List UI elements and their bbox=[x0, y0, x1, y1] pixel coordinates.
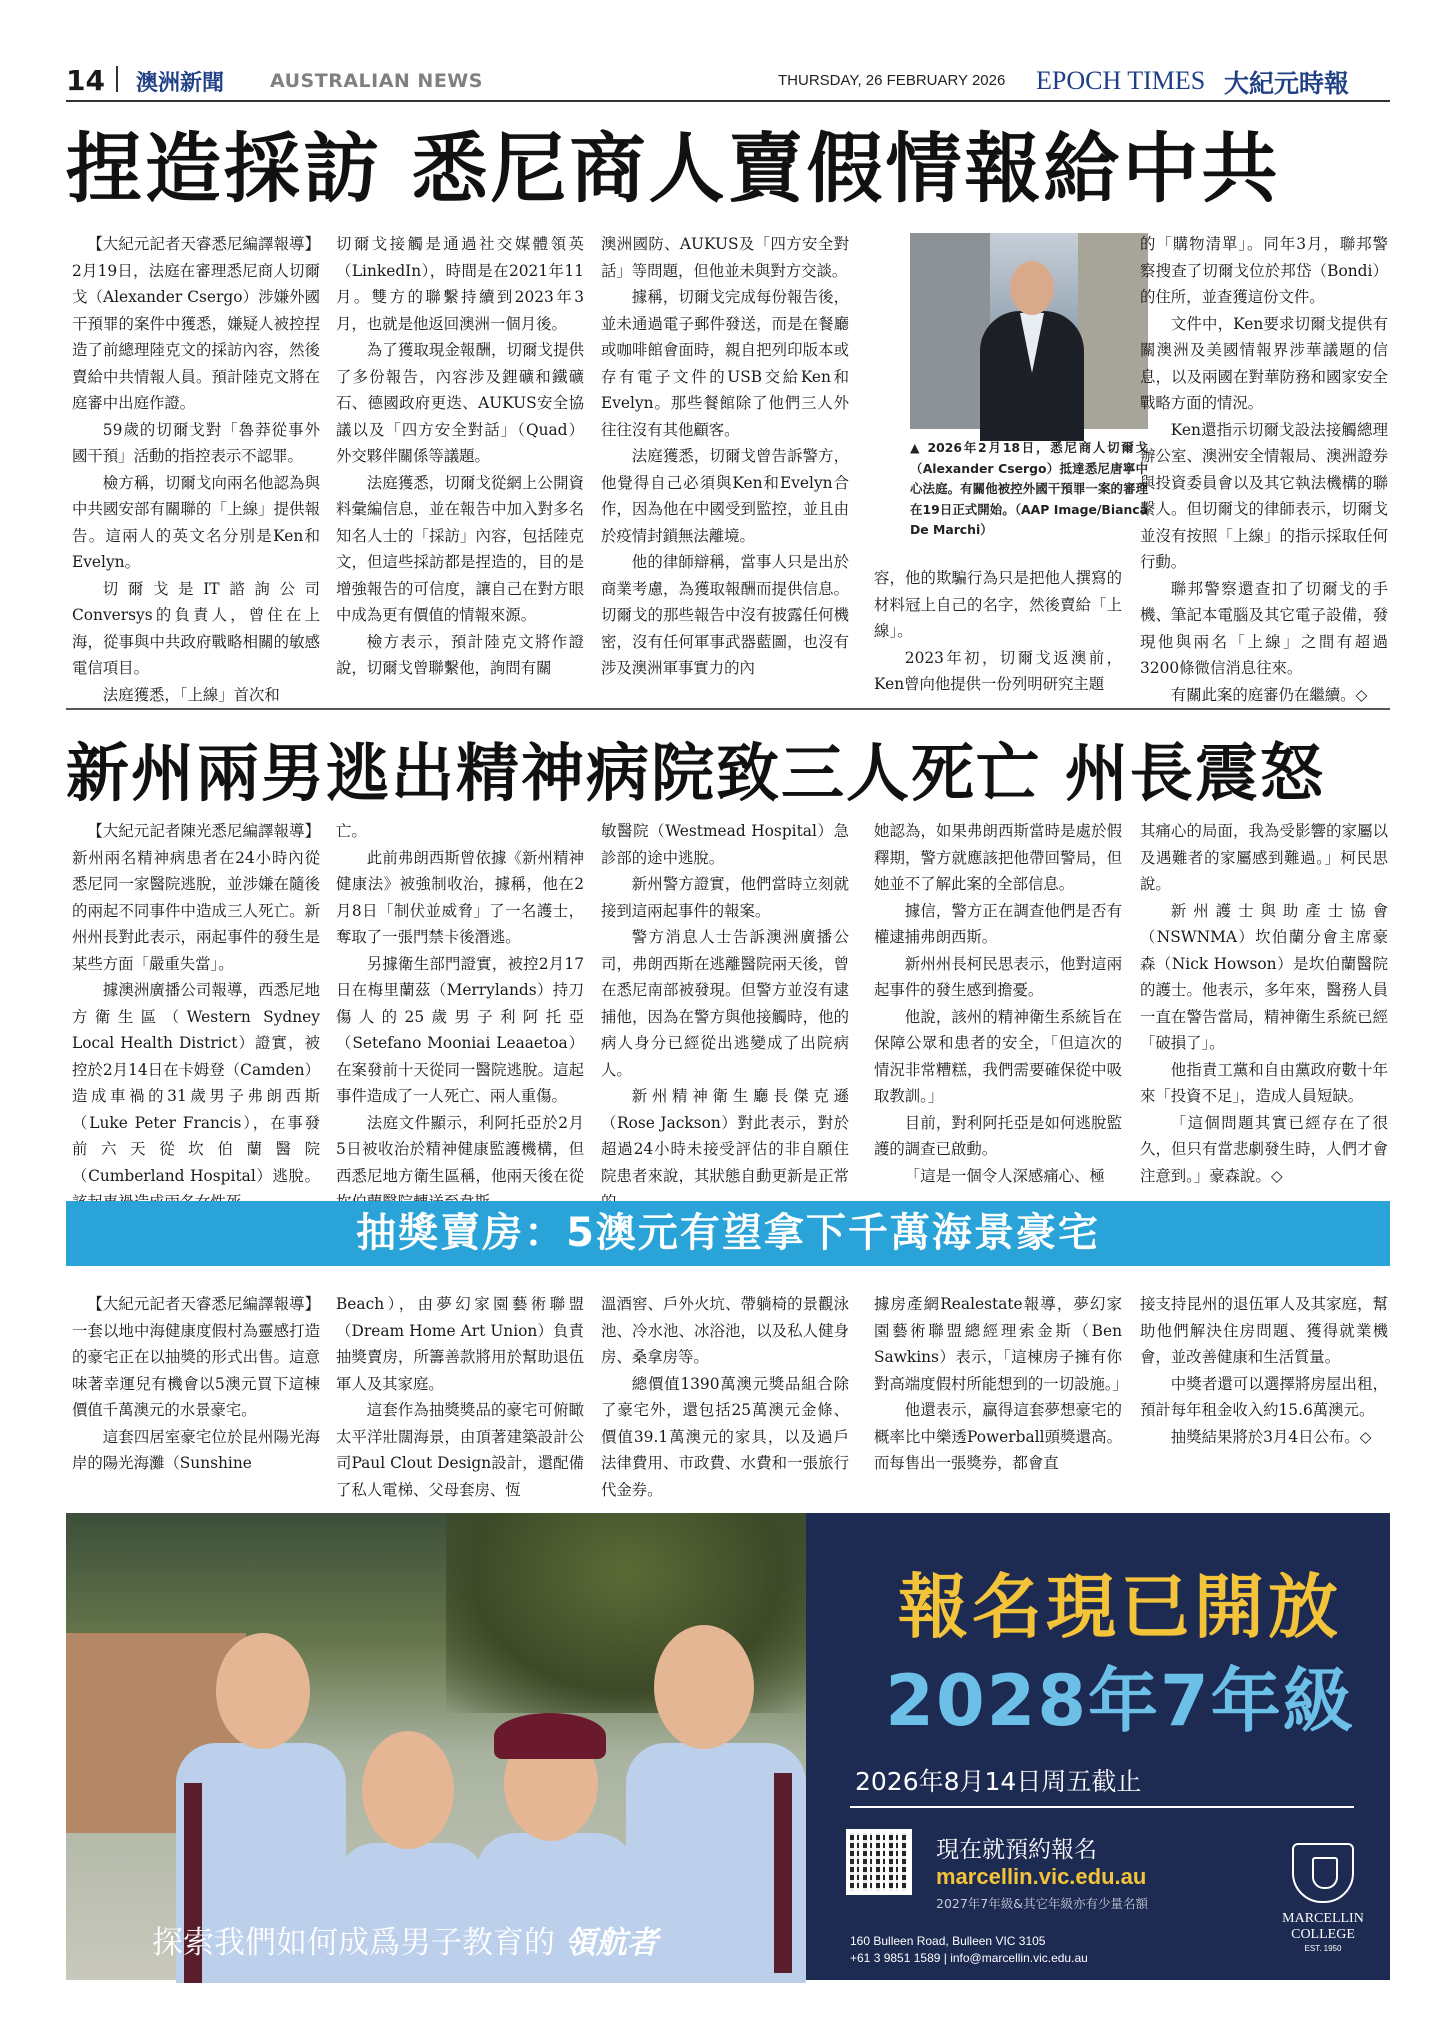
ad-tagline-emphasis: 領航者 bbox=[564, 1925, 658, 1961]
article2-column-4 bbox=[874, 818, 1122, 1190]
article2-column-1 bbox=[72, 818, 320, 1190]
paragraph: 容，他的欺騙行為只是把他人撰寫的材料冠上自己的名字，然後賣給「上線」。 bbox=[874, 569, 1122, 640]
masthead-divider bbox=[116, 66, 118, 92]
paragraph: 此前弗朗西斯曾依據《新州精神健康法》被強制收治，據稱，他在2月8日「制伏並威脅」了一名護士，奪取了一張門禁卡後潛逃。 bbox=[336, 848, 584, 946]
photo-building-right bbox=[1078, 233, 1148, 429]
page-number: 14 bbox=[66, 64, 105, 97]
paragraph: 法庭獲悉，「上線」首次和 bbox=[102, 685, 280, 704]
article2-column-2 bbox=[336, 818, 584, 1190]
paragraph: 新州警方證實，他們當時立刻就接到這兩起事件的報案。 bbox=[601, 875, 849, 920]
paragraph: 文件中，Ken要求切爾戈提供有關澳洲及美國情報界涉華議題的信息，以及兩國在對華防務和國家安全戰略方面的情況。 bbox=[1140, 314, 1388, 412]
article1-column-4 bbox=[874, 565, 1122, 697]
paragraph: 澳洲國防、AUKUS及「四方安全對話」等問題，但他並未與對方交談。 bbox=[601, 235, 849, 280]
article2-column-5 bbox=[1140, 818, 1388, 1190]
paragraph: Beach），由夢幻家園藝術聯盟（Dream Home Art Union）負責抽獎賣房，所籌善款將用於幫助退伍軍人及其家庭。 bbox=[336, 1295, 584, 1393]
school-advertisement[interactable] bbox=[66, 1513, 1390, 1980]
ad-tagline-prefix: 探索我們如何成爲男子教育的 bbox=[152, 1925, 555, 1961]
article1-column-3 bbox=[601, 231, 849, 697]
paragraph: 切爾戈接觸是通過社交媒體領英（LinkedIn），時間是在2021年11月。雙方的聯繫持續到2023年3月，也就是他返回澳洲一個月後。 bbox=[336, 235, 584, 333]
article1-column-1 bbox=[72, 231, 320, 704]
student-2-head bbox=[362, 1731, 454, 1849]
article3-column-2 bbox=[336, 1291, 584, 1503]
paragraph: 據房產網Realestate報導，夢幻家園藝術聯盟總經理索金斯（Ben Sawkins）表示，「這棟房子擁有你對高端度假村所能想到的一切設施。」 bbox=[874, 1295, 1128, 1393]
paragraph: 法庭獲悉，切爾戈曾告訴警方，他覺得自己必須與Ken和Evelyn合作，因為他在中國受到監控，並且由於疫情封鎖無法離境。 bbox=[601, 447, 849, 545]
student-2-shirt bbox=[336, 1843, 486, 1983]
paragraph: 中獎者還可以選擇將房屋出租，預計每年租金收入約15.6萬澳元。 bbox=[1140, 1374, 1388, 1419]
paragraph: 有關此案的庭審仍在繼續。◇ bbox=[1170, 685, 1368, 704]
ad-photo-students bbox=[66, 1513, 806, 1980]
college-established: EST. 1950 bbox=[1304, 1944, 1342, 1953]
paragraph: 2023年初，切爾戈返澳前，Ken曾向他提供一份列明研究主題 bbox=[874, 648, 1122, 693]
paragraph: 其痛心的局面，我為受影響的家屬以及遇難者的家屬感到難過。」柯民思說。 bbox=[1140, 822, 1388, 893]
brand-logo-zh: 大紀元時報 bbox=[1224, 69, 1350, 98]
paragraph: 據信，警方正在調查他們是否有權逮捕弗朗西斯。 bbox=[874, 901, 1122, 946]
paragraph: 切爾戈是IT諮詢公司Conversys的負責人，曾住在上海，從事與中共政府戰略相關的敏感電信項目。 bbox=[72, 579, 320, 677]
ad-tagline bbox=[152, 1917, 658, 1962]
paragraph: 新州護士與助產士協會（NSWNMA）坎伯蘭分會主席豪森（Nick Howson）是坎伯蘭醫院的護士。他表示，多年來，醫務人員一直在警告當局，精神衛生系統已經「破損了」。 bbox=[1140, 901, 1388, 1052]
college-crest-icon bbox=[1292, 1843, 1354, 1903]
paragraph: 亡。 bbox=[336, 822, 367, 840]
paragraph: 他的律師辯稱，當事人只是出於商業考慮，為獲取報酬而提供信息。切爾戈的那些報告中沒有披露任何機密，沒有任何軍事武器藍圖，也沒有涉及澳洲軍事實力的內 bbox=[601, 553, 849, 677]
student-4-head bbox=[654, 1625, 754, 1749]
paragraph: 【大紀元記者天睿悉尼編譯報導】2月19日，法庭在審理悉尼商人切爾戈（Alexander Csergo）涉嫌外國干預罪的案件中獲悉，嫌疑人被控捏造了前總理陸克文的採訪內容，然後賣給中共情報人員。預計陸克文將在庭審中出庭作證。 bbox=[72, 235, 320, 412]
ad-divider bbox=[850, 1806, 1354, 1808]
paragraph: 目前，對利阿托亞是如何逃脫監護的調查已啟動。 bbox=[874, 1113, 1122, 1158]
qr-code-icon[interactable] bbox=[846, 1829, 912, 1895]
article1-column-5 bbox=[1140, 231, 1388, 704]
paragraph: 她認為，如果弗朗西斯當時是處於假釋期，警方就應該把他帶回警局，但她並不了解此案的全部信息。 bbox=[874, 822, 1122, 893]
paragraph: 總價值1390萬澳元獎品組合除了豪宅外，還包括25萬澳元金條、價值39.1萬澳元的家具，以及過戶法律費用、市政費、水費和一張旅行代金券。 bbox=[601, 1374, 849, 1499]
ad-website-link[interactable]: marcellin.vic.edu.au bbox=[936, 1864, 1147, 1889]
paragraph: 的「購物清單」。同年3月，聯邦警察搜查了切爾戈位於邦岱（Bondi）的住所，並查獲這份文件。 bbox=[1140, 235, 1388, 306]
article1-photo bbox=[910, 233, 1148, 429]
photo-building-left bbox=[910, 233, 990, 429]
paragraph: Ken還指示切爾戈設法接觸總理辦公室、澳洲安全情報局、澳洲證券與投資委員會以及其它執法機構的聯繫人。但切爾戈的律師表示，切爾戈並沒有按照「上線」的指示採取任何行動。 bbox=[1140, 420, 1388, 571]
article2-column-3 bbox=[601, 818, 849, 1190]
paragraph: 「這個問題其實已經存在了很久，但只有當悲劇發生時，人們才會注意到。」豪森說。◇ bbox=[1140, 1113, 1388, 1185]
ad-address: 160 Bulleen Road, Bulleen VIC 3105 bbox=[850, 1934, 1046, 1948]
paragraph: 他說，該州的精神衛生系統旨在保障公眾和患者的安全，「但這次的情況非常糟糕，我們需要確保從中吸取教訓。」 bbox=[874, 1007, 1122, 1105]
paragraph: 【大紀元記者陳光悉尼編譯報導】新州兩名精神病患者在24小時內從悉尼同一家醫院逃脫，並涉嫌在隨後的兩起不同事件中造成三人死亡。新州州長對此表示，兩起事件的發生是某些方面「嚴重失當」。 bbox=[72, 822, 320, 973]
paragraph: 溫酒窖、戶外火坑、帶躺椅的景觀泳池、冷水池、冰浴池，以及私人健身房、桑拿房等。 bbox=[601, 1295, 849, 1366]
paragraph: 警方消息人士告訴澳洲廣播公司，弗朗西斯在逃離醫院兩天後，曾在悉尼南部被發現。但警方並沒有逮捕他，因為在警方與他接觸時，他的病人身分已經從出逃變成了出院病人。 bbox=[601, 928, 849, 1079]
paragraph: 【大紀元記者天睿悉尼編譯報導】一套以地中海健康度假村為靈感打造的豪宅正在以抽獎的形式出售。這意味著幸運兒有機會以5澳元買下這棟價值千萬澳元的水景豪宅。 bbox=[72, 1295, 320, 1419]
ad-other-years-note: 2027年7年級&其它年級亦有少量名額 bbox=[936, 1896, 1149, 1911]
paragraph: 59歲的切爾戈對「魯莽從事外國干預」活動的指控表示不認罪。 bbox=[72, 420, 320, 465]
paragraph: 檢方表示，預計陸克文將作證說，切爾戈曾聯繫他，詢問有關 bbox=[336, 632, 584, 677]
paragraph: 「這是一個令人深感痛心、極 bbox=[904, 1166, 1105, 1185]
paragraph: 為了獲取現金報酬，切爾戈提供了多份報告，內容涉及鋰礦和鐵礦石、德國政府更迭、AUKUS安全協議以及「四方安全對話」（Quad）外交夥伴關係等議題。 bbox=[336, 341, 584, 465]
student-3-cap bbox=[494, 1713, 606, 1759]
article3-column-4 bbox=[874, 1291, 1128, 1503]
paragraph: 據澳洲廣播公司報導，西悉尼地方衛生區（Western Sydney Local Health District）證實，被控於2月14日在卡姆登（Camden）造成車禍的31歲男子弗朗西斯（Luke Peter Francis），在事發前六天從坎伯蘭醫院（Cumberland Hospital）逃脫。 bbox=[72, 981, 320, 1185]
ad-title-enrolments-open: 報名現已開放 bbox=[898, 1566, 1342, 1648]
student-1-head bbox=[216, 1633, 310, 1749]
article2-headline: 新州兩男逃出精神病院致三人死亡 州長震怒 bbox=[66, 737, 1325, 810]
brand-logo-en: EPOCH TIMES bbox=[1036, 66, 1206, 95]
article1-photo-caption: ▲ 2026年2月18日，悉尼商人切爾戈（Alexander Csergo）抵達悉尼唐寧中心法庭。有關他被控外國干預罪一案的審理在19日正式開始。（AAP Image/Bianca De Marchi） bbox=[910, 440, 1148, 537]
paragraph: 另據衛生部門證實，被控2月17日在梅里蘭茲（Merrylands）持刀傷人的25歲男子利阿托亞（Setefano Mooniai Leaaetoa）在案發前十天從同一醫院逃脫。這起事件造成了一人死亡、兩人重傷。 bbox=[336, 954, 584, 1105]
article3-column-3 bbox=[601, 1291, 849, 1503]
paragraph: 抽獎結果將於3月4日公布。◇ bbox=[1170, 1427, 1372, 1446]
paragraph: 他指責工黨和自由黨政府數十年來「投資不足」，造成人員短缺。 bbox=[1140, 1060, 1388, 1105]
paragraph: 敏醫院（Westmead Hospital）急診部的途中逃脫。 bbox=[601, 822, 849, 867]
ad-title-year7-2028: 2028年7年級 bbox=[885, 1660, 1355, 1742]
section-name-zh: 澳洲新聞 bbox=[136, 71, 225, 96]
article3-column-1 bbox=[72, 1291, 320, 1503]
ad-register-text: 現在就預約報名 bbox=[936, 1837, 1097, 1863]
paragraph: 新州州長柯民思表示，他對這兩起事件的發生感到擔憂。 bbox=[874, 954, 1122, 999]
paragraph: 法庭文件顯示，利阿托亞於2月5日被收治於精神健康監護機構，但西悉尼地方衛生區稱，他兩天後在從 bbox=[336, 1113, 584, 1185]
paragraph: 接支持昆州的退伍軍人及其家庭，幫助他們解決住房問題、獲得就業機會，並改善健康和生活質量。 bbox=[1140, 1295, 1388, 1366]
ad-deadline: 2026年8月14日周五截止 bbox=[855, 1767, 1142, 1796]
ad-contact: +61 3 9851 1589 | info@marcellin.vic.edu.au bbox=[850, 1951, 1088, 1965]
paragraph: 聯邦警察還查扣了切爾戈的手機、筆記本電腦及其它電子設備，發現他與兩名「上線」之間有超過3200條微信消息往來。 bbox=[1140, 579, 1388, 677]
paragraph: 這套作為抽獎獎品的豪宅可俯瞰太平洋壯闊海景，由頂著建築設計公司Paul Clout Design設計，還配備了私人電梯、父母套房、恆 bbox=[336, 1401, 584, 1499]
section-name-en: AUSTRALIAN NEWS bbox=[270, 70, 483, 92]
article3-column-5 bbox=[1140, 1291, 1388, 1503]
section-divider-1 bbox=[66, 708, 1390, 710]
article3-headline-banner bbox=[66, 1201, 1390, 1266]
paragraph: 法庭獲悉，切爾戈從網上公開資料彙編信息，並在報告中加入對多名知名人士的「採訪」內容，包括陸克文，但這些採訪都是捏造的，目的是增強報告的可信度，讓自己在對方眼中成為更有價值的情報來源。 bbox=[336, 473, 584, 624]
issue-date: THURSDAY, 26 FEBRUARY 2026 bbox=[778, 72, 1006, 89]
paragraph: 這套四居室豪宅位於昆州陽光海岸的陽光海灘（Sunshine bbox=[72, 1427, 320, 1472]
photo-person-head bbox=[1010, 261, 1054, 315]
paragraph: 據稱，切爾戈完成每份報告後，並未通過電子郵件發送，而是在餐廳或咖啡館會面時，親自把列印版本或存有電子文件的USB交給Ken和Evelyn。那些餐館除了他們三人外往往沒有其他顧客。 bbox=[601, 288, 849, 439]
paragraph: 檢方稱，切爾戈向兩名他認為與中共國安部有關聯的「上線」提供報告。這兩人的英文名分別是Ken和Evelyn。 bbox=[72, 473, 320, 571]
masthead bbox=[66, 62, 1390, 102]
article1-column-2 bbox=[336, 231, 584, 697]
paragraph: 新州精神衛生廳長傑克遜（Rose Jackson）對此表示，對於超過24小時未接受評估的非自願住院患者來說，其狀態自動更新是正常 bbox=[601, 1087, 849, 1185]
article1-headline: 捏造採訪 悉尼商人賣假情報給中共 bbox=[66, 124, 1281, 213]
article3-headline: 抽獎賣房：5澳元有望拿下千萬海景豪宅 bbox=[356, 1210, 1100, 1256]
paragraph: 他還表示，贏得這套夢想豪宅的概率比中樂透Powerball頭獎還高。而每售出一張獎券，都會直 bbox=[874, 1401, 1122, 1472]
college-name: MARCELLIN COLLEGE bbox=[1282, 1911, 1364, 1942]
student-4-backpack-strap bbox=[774, 1773, 792, 1973]
